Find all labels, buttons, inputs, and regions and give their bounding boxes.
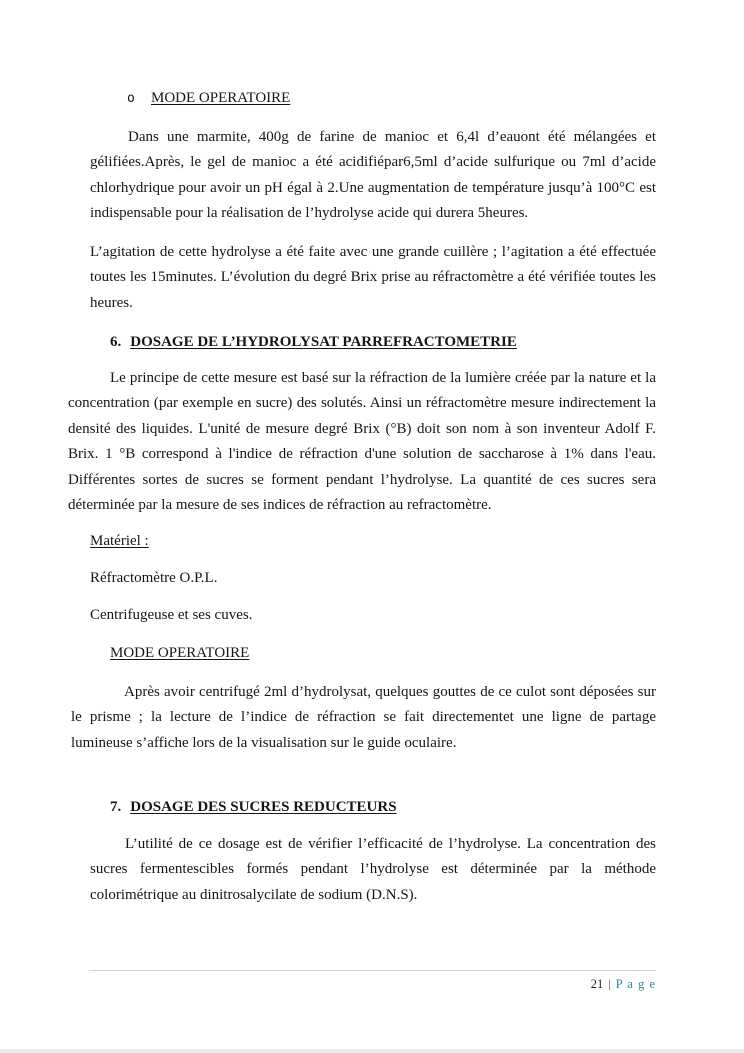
materiel-label: Matériel :	[90, 532, 149, 549]
page-content	[68, 86, 656, 908]
page-number: 21	[590, 977, 604, 991]
section-title: DOSAGE DES SUCRES REDUCTEURS	[130, 799, 397, 815]
paragraph-preparation: Dans une marmite, 400g de farine de manioc et 6,4l d’eauont été mélangées et gélifiées.Après, le gel de manioc a été acidifiépar6,5ml d’acide sulfurique ou 7ml d’acide chlorhydrique pour avoir un pH égal à 2.Une augmentation de température jusqu’à 100°C est indispensable pour la réalisation de l’hydrolyse acide qui durera 5heures.	[90, 128, 656, 221]
paragraph-agitation: L’agitation de cette hydrolyse a été faite avec une grande cuillère ; l’agitation a été effectuée toutes les 15minutes. L’évolution du degré Brix prise au réfractomètre a été vérifiée toutes les heures.	[90, 243, 656, 311]
section-7-heading	[110, 795, 656, 821]
section-title: DOSAGE DE L’HYDROLYSAT PARREFRACTOMETRIE	[130, 334, 517, 350]
section-6-heading	[110, 330, 656, 356]
page-word: P a g e	[615, 977, 656, 991]
mode-operatoire-heading-1	[127, 86, 656, 112]
mode-operatoire-heading-2	[110, 641, 656, 667]
page-footer	[89, 970, 656, 992]
heading-text: MODE OPERATOIRE	[151, 90, 291, 106]
paragraph-dns: L’utilité de ce dosage est de vérifier l’efficacité de l’hydrolyse. La concentration des sucres fermentescibles formés pendant l’hydrolyse est déterminée par la méthode colorimétrique au dinitrosalycilate de sodium (D.N.S).	[90, 835, 656, 903]
materiel-item-refractometre: Réfractomètre O.P.L.	[90, 570, 218, 586]
heading-text: MODE OPERATOIRE	[110, 645, 250, 661]
section-number: 6.	[110, 334, 122, 350]
list-bullet: o	[127, 91, 135, 106]
paragraph-centrifuge: Après avoir centrifugé 2ml d’hydrolysat, quelques gouttes de ce culot sont déposées sur le prisme ; la lecture de l’indice de réfraction se fait directementet une ligne de partage lumineuse s’affiche lors de la visualisation sur le guide oculaire.	[71, 683, 656, 751]
paragraph-principle: Le principe de cette mesure est basé sur la réfraction de la lumière créée par la nature et la concentration (par exemple en sucre) des solutés. Ainsi un réfractomètre mesure indirectement la densité des liquides. L'unité de mesure degré Brix (°B) doit son nom à son inventeur Adolf F. Brix. 1 °B correspond à l'indice de réfraction d'une solution de saccharose à 1% dans l'eau. Différentes sortes de sucres se forment pendant l’hydrolyse. La quantité de ces sucres sera déterminée par la mesure de ses indices de réfraction au refractomètre.	[68, 369, 656, 513]
page-bottom-edge	[0, 1049, 744, 1053]
materiel-item-centrifugeuse: Centrifugeuse et ses cuves.	[90, 606, 253, 623]
section-number: 7.	[110, 799, 122, 815]
footer-separator: |	[608, 977, 611, 991]
